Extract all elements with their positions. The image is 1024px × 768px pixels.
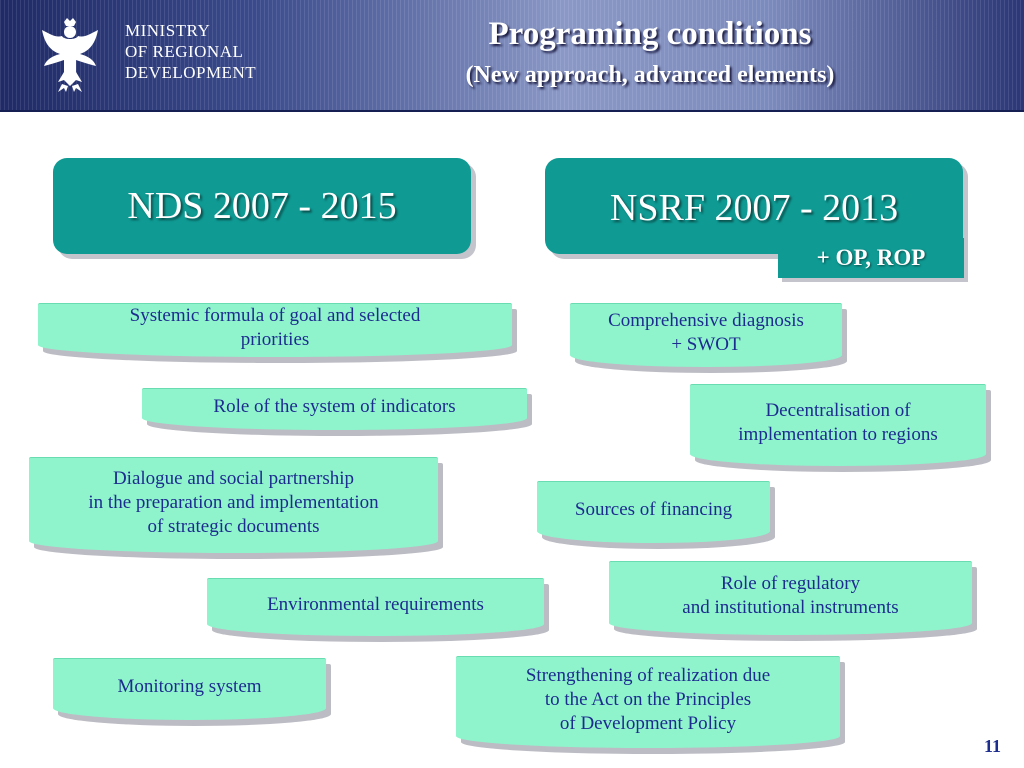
card-strengthening: [456, 656, 840, 748]
card-line: + SWOT: [671, 333, 741, 355]
card-line: Strengthening of realization due: [525, 664, 771, 686]
nds-heading-text: NDS 2007 - 2015: [127, 185, 397, 227]
card-line: of strategic documents: [147, 515, 320, 537]
slide-subtitle: (New approach, advanced elements): [465, 62, 835, 88]
card-line: priorities: [240, 328, 310, 350]
card-line: Role of regulatory: [720, 572, 861, 594]
card-line: Monitoring system: [117, 675, 262, 697]
nds-heading-box: [53, 158, 471, 254]
op-rop-tag: + OP, ROP: [778, 238, 964, 278]
slide-header: [0, 0, 1024, 112]
card-indicators: [142, 388, 527, 430]
slide-title: Programing conditions: [488, 16, 812, 52]
card-monitoring: [53, 658, 326, 720]
card-line: Decentralisation of: [765, 399, 911, 421]
card-line: Comprehensive diagnosis: [608, 309, 804, 331]
card-line: and institutional instruments: [682, 596, 899, 618]
card-diagnosis: [570, 303, 842, 367]
card-line: Sources of financing: [574, 498, 733, 520]
card-environmental: [207, 578, 544, 636]
card-systemic-formula: [38, 303, 512, 357]
card-line: Dialogue and social partnership: [112, 467, 355, 489]
card-line: implementation to regions: [738, 423, 938, 445]
card-line: in the preparation and implementation: [88, 491, 379, 513]
card-line: to the Act on the Principles: [544, 688, 752, 710]
card-line: Systemic formula of goal and selected: [129, 304, 421, 326]
card-decentralisation: [690, 384, 986, 466]
card-financing: [537, 481, 770, 543]
card-line: Environmental requirements: [267, 593, 484, 615]
card-regulatory: [609, 561, 972, 635]
card-line: of Development Policy: [559, 712, 737, 734]
card-line: Role of the system of indicators: [213, 395, 456, 417]
white-eagle-emblem-icon: [38, 16, 102, 94]
ministry-line-2: OF REGIONAL: [125, 42, 244, 61]
nsrf-heading-text: NSRF 2007 - 2013: [609, 187, 899, 229]
ministry-line-1: MINISTRY: [125, 21, 211, 40]
card-dialogue: [29, 457, 438, 553]
ministry-line-3: DEVELOPMENT: [125, 63, 257, 82]
page-number: 11: [984, 736, 1002, 756]
ministry-name: [125, 20, 256, 83]
